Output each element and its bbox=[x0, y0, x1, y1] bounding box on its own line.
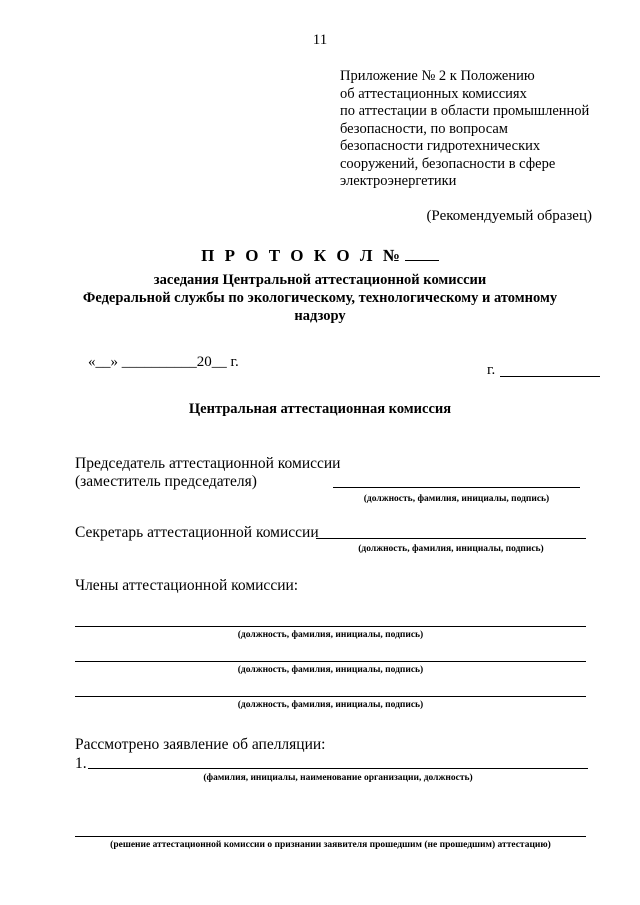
commission-heading: Центральная аттестационная комиссия bbox=[188, 401, 452, 417]
secretary-caption: (должность, фамилия, инициалы, подпись) bbox=[358, 544, 544, 554]
protocol-title bbox=[0, 246, 640, 266]
appendix-note bbox=[340, 68, 589, 191]
decision-caption: (решение аттестационной комиссии о признании заявителя прошедшим (не прошедшим) аттестацию) bbox=[110, 840, 551, 850]
decision-line[interactable] bbox=[75, 836, 586, 837]
city-label: г. bbox=[487, 362, 496, 378]
subtitle-line: Федеральной службы по экологическому, технологическому и атомному bbox=[82, 290, 558, 306]
chairman-label-deputy: (заместитель председателя) bbox=[75, 473, 257, 490]
secretary-label: Секретарь аттестационной комиссии bbox=[75, 524, 319, 541]
appendix-line: сооружений, безопасности в сфере bbox=[340, 155, 556, 172]
appendix-line: Приложение № 2 к Положению bbox=[340, 68, 535, 84]
page-number: 11 bbox=[312, 32, 328, 48]
member-caption: (должность, фамилия, инициалы, подпись) bbox=[237, 700, 424, 710]
protocol-title-text: П Р О Т О К О Л № bbox=[201, 246, 403, 265]
appendix-line: безопасности, по вопросам bbox=[340, 120, 508, 137]
appeal-item-number: 1. bbox=[75, 755, 87, 772]
chairman-caption: (должность, фамилия, инициалы, подпись) bbox=[363, 494, 550, 504]
chairman-label: Председатель аттестационной комиссии bbox=[75, 455, 341, 472]
member-signature-line[interactable] bbox=[75, 626, 586, 627]
chairman-signature-line[interactable] bbox=[333, 487, 580, 488]
member-signature-line[interactable] bbox=[75, 696, 586, 697]
member-signature-line[interactable] bbox=[75, 661, 586, 662]
city-field[interactable] bbox=[500, 376, 600, 377]
member-caption: (должность, фамилия, инициалы, подпись) bbox=[237, 630, 424, 640]
subtitle-line: надзору bbox=[294, 308, 346, 324]
applicant-line[interactable] bbox=[88, 768, 588, 769]
appendix-line: по аттестации в области промышленной bbox=[340, 103, 590, 119]
date-field[interactable]: «__» __________20__ г. bbox=[88, 354, 239, 370]
recommended-sample-note: (Рекомендуемый образец) bbox=[426, 208, 592, 224]
appendix-line: электроэнергетики bbox=[340, 173, 457, 189]
applicant-caption: (фамилия, инициалы, наименование организации, должность) bbox=[203, 773, 473, 783]
protocol-number-field[interactable] bbox=[405, 260, 439, 261]
secretary-signature-line[interactable] bbox=[316, 538, 586, 539]
subtitle-line: заседания Центральной аттестационной комиссии bbox=[153, 272, 487, 288]
appeal-label: Рассмотрено заявление об апелляции: bbox=[75, 736, 326, 753]
members-label: Члены аттестационной комиссии: bbox=[75, 577, 299, 594]
protocol-subtitle bbox=[0, 271, 640, 325]
appendix-line: об аттестационных комиссиях bbox=[340, 85, 527, 102]
member-caption: (должность, фамилия, инициалы, подпись) bbox=[237, 665, 424, 675]
appendix-line: безопасности гидротехнических bbox=[340, 138, 541, 154]
